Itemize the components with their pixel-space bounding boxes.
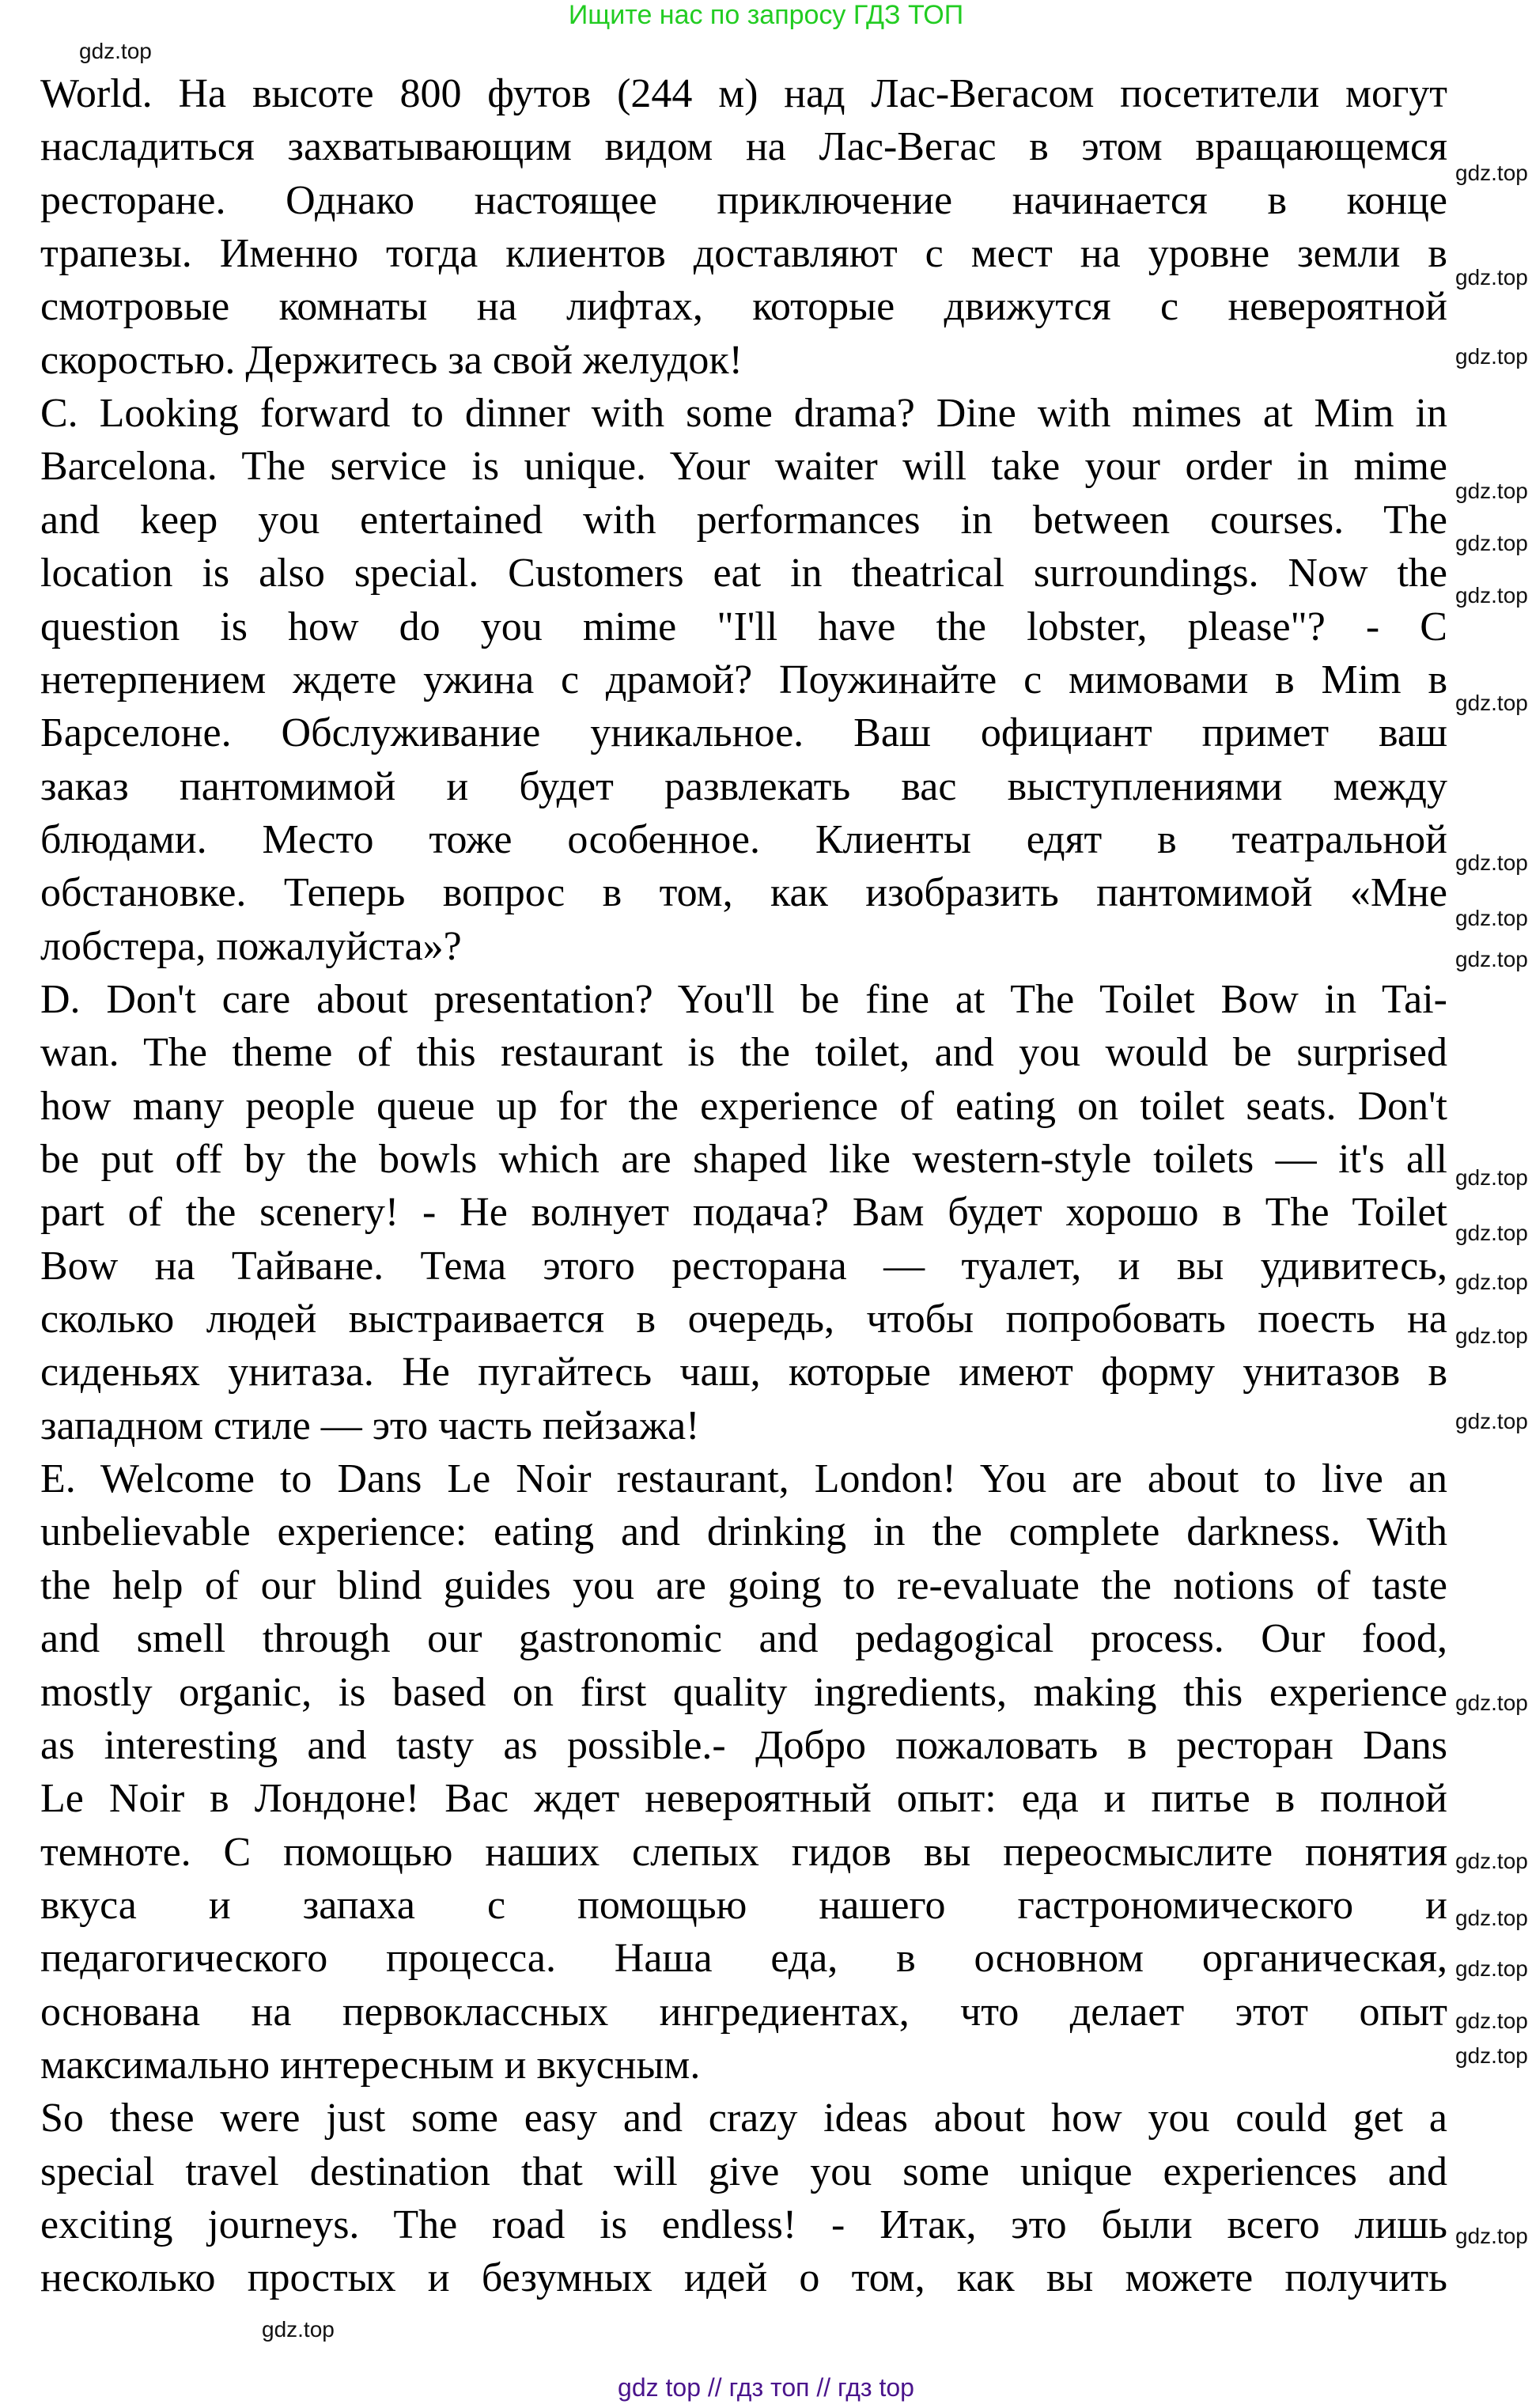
- watermark-text: gdz.top: [1455, 1221, 1528, 1245]
- footer-links[interactable]: gdz top // гдз топ // гдз top: [618, 2373, 914, 2402]
- text-line: Bow на Тайване. Тема этого ресторана — туалет, и вы удивитесь,: [40, 1243, 1447, 1289]
- text-line: be put off by the bowls which are shaped like western-style toilets — it's all: [40, 1137, 1447, 1182]
- text-line: максимально интересным и вкусным.: [40, 2042, 701, 2088]
- text-line: темноте. С помощью наших слепых гидов вы переосмыслите понятия: [40, 1829, 1447, 1875]
- text-line: C. Looking forward to dinner with some drama? Dine with mimes at Mim in: [40, 391, 1447, 437]
- text-line: нетерпением ждете ужина с драмой? Поужинайте с мимовами в Mim в: [40, 657, 1447, 702]
- text-line: обстановке. Теперь вопрос в том, как изобразить пантомимой «Мне: [40, 870, 1447, 916]
- watermark-text: gdz.top: [1455, 1165, 1528, 1190]
- text-line: несколько простых и безумных идей о том, как вы можете получить: [40, 2255, 1447, 2301]
- watermark-text: gdz.top: [1455, 583, 1528, 608]
- text-line: and keep you entertained with performances in between courses. The: [40, 497, 1447, 543]
- text-line: педагогического процесса. Наша еда, в основном органическая,: [40, 1936, 1447, 1982]
- text-line: and smell through our gastronomic and pedagogical process. Our food,: [40, 1616, 1447, 1662]
- watermark-text: gdz.top: [1455, 1956, 1528, 1981]
- text-line: западном стиле — это часть пейзажа!: [40, 1403, 700, 1448]
- watermark-text: gdz.top: [1455, 1323, 1528, 1348]
- watermark-text: gdz.top: [1455, 691, 1528, 715]
- text-line: part of the scenery! - Не волнует подача? Вам будет хорошо в The Toilet: [40, 1190, 1447, 1236]
- watermark-text: gdz.top: [1455, 2043, 1528, 2068]
- text-line: So these were just some easy and crazy ideas about how you could get a: [40, 2096, 1447, 2141]
- text-line: World. На высоте 800 футов (244 м) над Лас-Вегасом посетители могут: [40, 71, 1447, 116]
- watermark-text: gdz.top: [1455, 850, 1528, 875]
- watermark-text: gdz.top: [1455, 265, 1528, 290]
- text-line: exciting journeys. The road is endless! - Итак, это были всего лишь: [40, 2202, 1447, 2247]
- watermark-text: gdz.top: [262, 2317, 335, 2342]
- text-line: смотровые комнаты на лифтах, которые движутся с невероятной: [40, 284, 1447, 330]
- text-line: трапезы. Именно тогда клиентов доставляют с мест на уровне земли в: [40, 231, 1447, 277]
- watermark-text: gdz.top: [1455, 1691, 1528, 1715]
- watermark-text: gdz.top: [1455, 947, 1528, 971]
- watermark-text: gdz.top: [79, 39, 152, 63]
- watermark-text: gdz.top: [1455, 531, 1528, 555]
- text-line: заказ пантомимой и будет развлекать вас выступлениями между: [40, 763, 1447, 809]
- text-line: wan. The theme of this restaurant is the toilet, and you would be surprised: [40, 1030, 1447, 1076]
- text-line: mostly organic, is based on first quality ingredients, making this experience: [40, 1669, 1447, 1715]
- text-line: блюдами. Место тоже особенное. Клиенты едят в театральной: [40, 816, 1447, 862]
- text-line: скоростью. Держитесь за свой желудок!: [40, 337, 743, 383]
- text-line: насладиться захватывающим видом на Лас-Вегас в этом вращающемся: [40, 124, 1447, 170]
- text-line: вкуса и запаха с помощью нашего гастрономического и: [40, 1882, 1447, 1928]
- text-line: D. Don't care about presentation? You'll be fine at The Toilet Bow in Tai-: [40, 976, 1447, 1022]
- watermark-text: gdz.top: [1455, 1906, 1528, 1930]
- text-line: unbelievable experience: eating and drinking in the complete darkness. With: [40, 1509, 1447, 1555]
- watermark-text: gdz.top: [1455, 1849, 1528, 1873]
- text-line: as interesting and tasty as possible.- Добро пожаловать в ресторан Dans: [40, 1722, 1447, 1768]
- watermark-text: gdz.top: [1455, 2009, 1528, 2033]
- watermark-text: gdz.top: [1455, 1270, 1528, 1294]
- watermark-text: gdz.top: [1455, 479, 1528, 503]
- text-line: E. Welcome to Dans Le Noir restaurant, London! You are about to live an: [40, 1456, 1447, 1502]
- text-line: основана на первоклассных ингредиентах, что делает этот опыт: [40, 1989, 1447, 2035]
- text-line: question is how do you mime "I'll have the lobster, please"? - С: [40, 604, 1447, 649]
- watermark-text: gdz.top: [1455, 1409, 1528, 1433]
- text-line: сколько людей выстраивается в очередь, чтобы попробовать поесть на: [40, 1297, 1447, 1342]
- text-line: лобстера, пожалуйста»?: [40, 923, 462, 969]
- text-line: special travel destination that will give you some unique experiences and: [40, 2149, 1447, 2194]
- text-line: how many people queue up for the experience of eating on toilet seats. Don't: [40, 1083, 1447, 1129]
- text-line: location is also special. Customers eat in theatrical surroundings. Now the: [40, 551, 1447, 596]
- text-line: the help of our blind guides you are going to re-evaluate the notions of taste: [40, 1562, 1447, 1608]
- watermark-text: gdz.top: [1455, 161, 1528, 185]
- text-line: ресторане. Однако настоящее приключение начинается в конце: [40, 177, 1447, 223]
- watermark-text: gdz.top: [1455, 2224, 1528, 2248]
- text-line: сиденьях унитаза. Не пугайтесь чаш, которые имеют форму унитазов в: [40, 1350, 1447, 1395]
- text-line: Барселоне. Обслуживание уникальное. Ваш официант примет ваш: [40, 710, 1447, 756]
- text-line: Barcelona. The service is unique. Your waiter will take your order in mime: [40, 444, 1447, 490]
- watermark-text: gdz.top: [1455, 906, 1528, 930]
- watermark-text: gdz.top: [1455, 344, 1528, 369]
- text-line: Le Noir в Лондоне! Вас ждет невероятный опыт: еда и питье в полной: [40, 1776, 1447, 1822]
- search-banner: Ищите нас по запросу ГДЗ ТОП: [568, 0, 964, 30]
